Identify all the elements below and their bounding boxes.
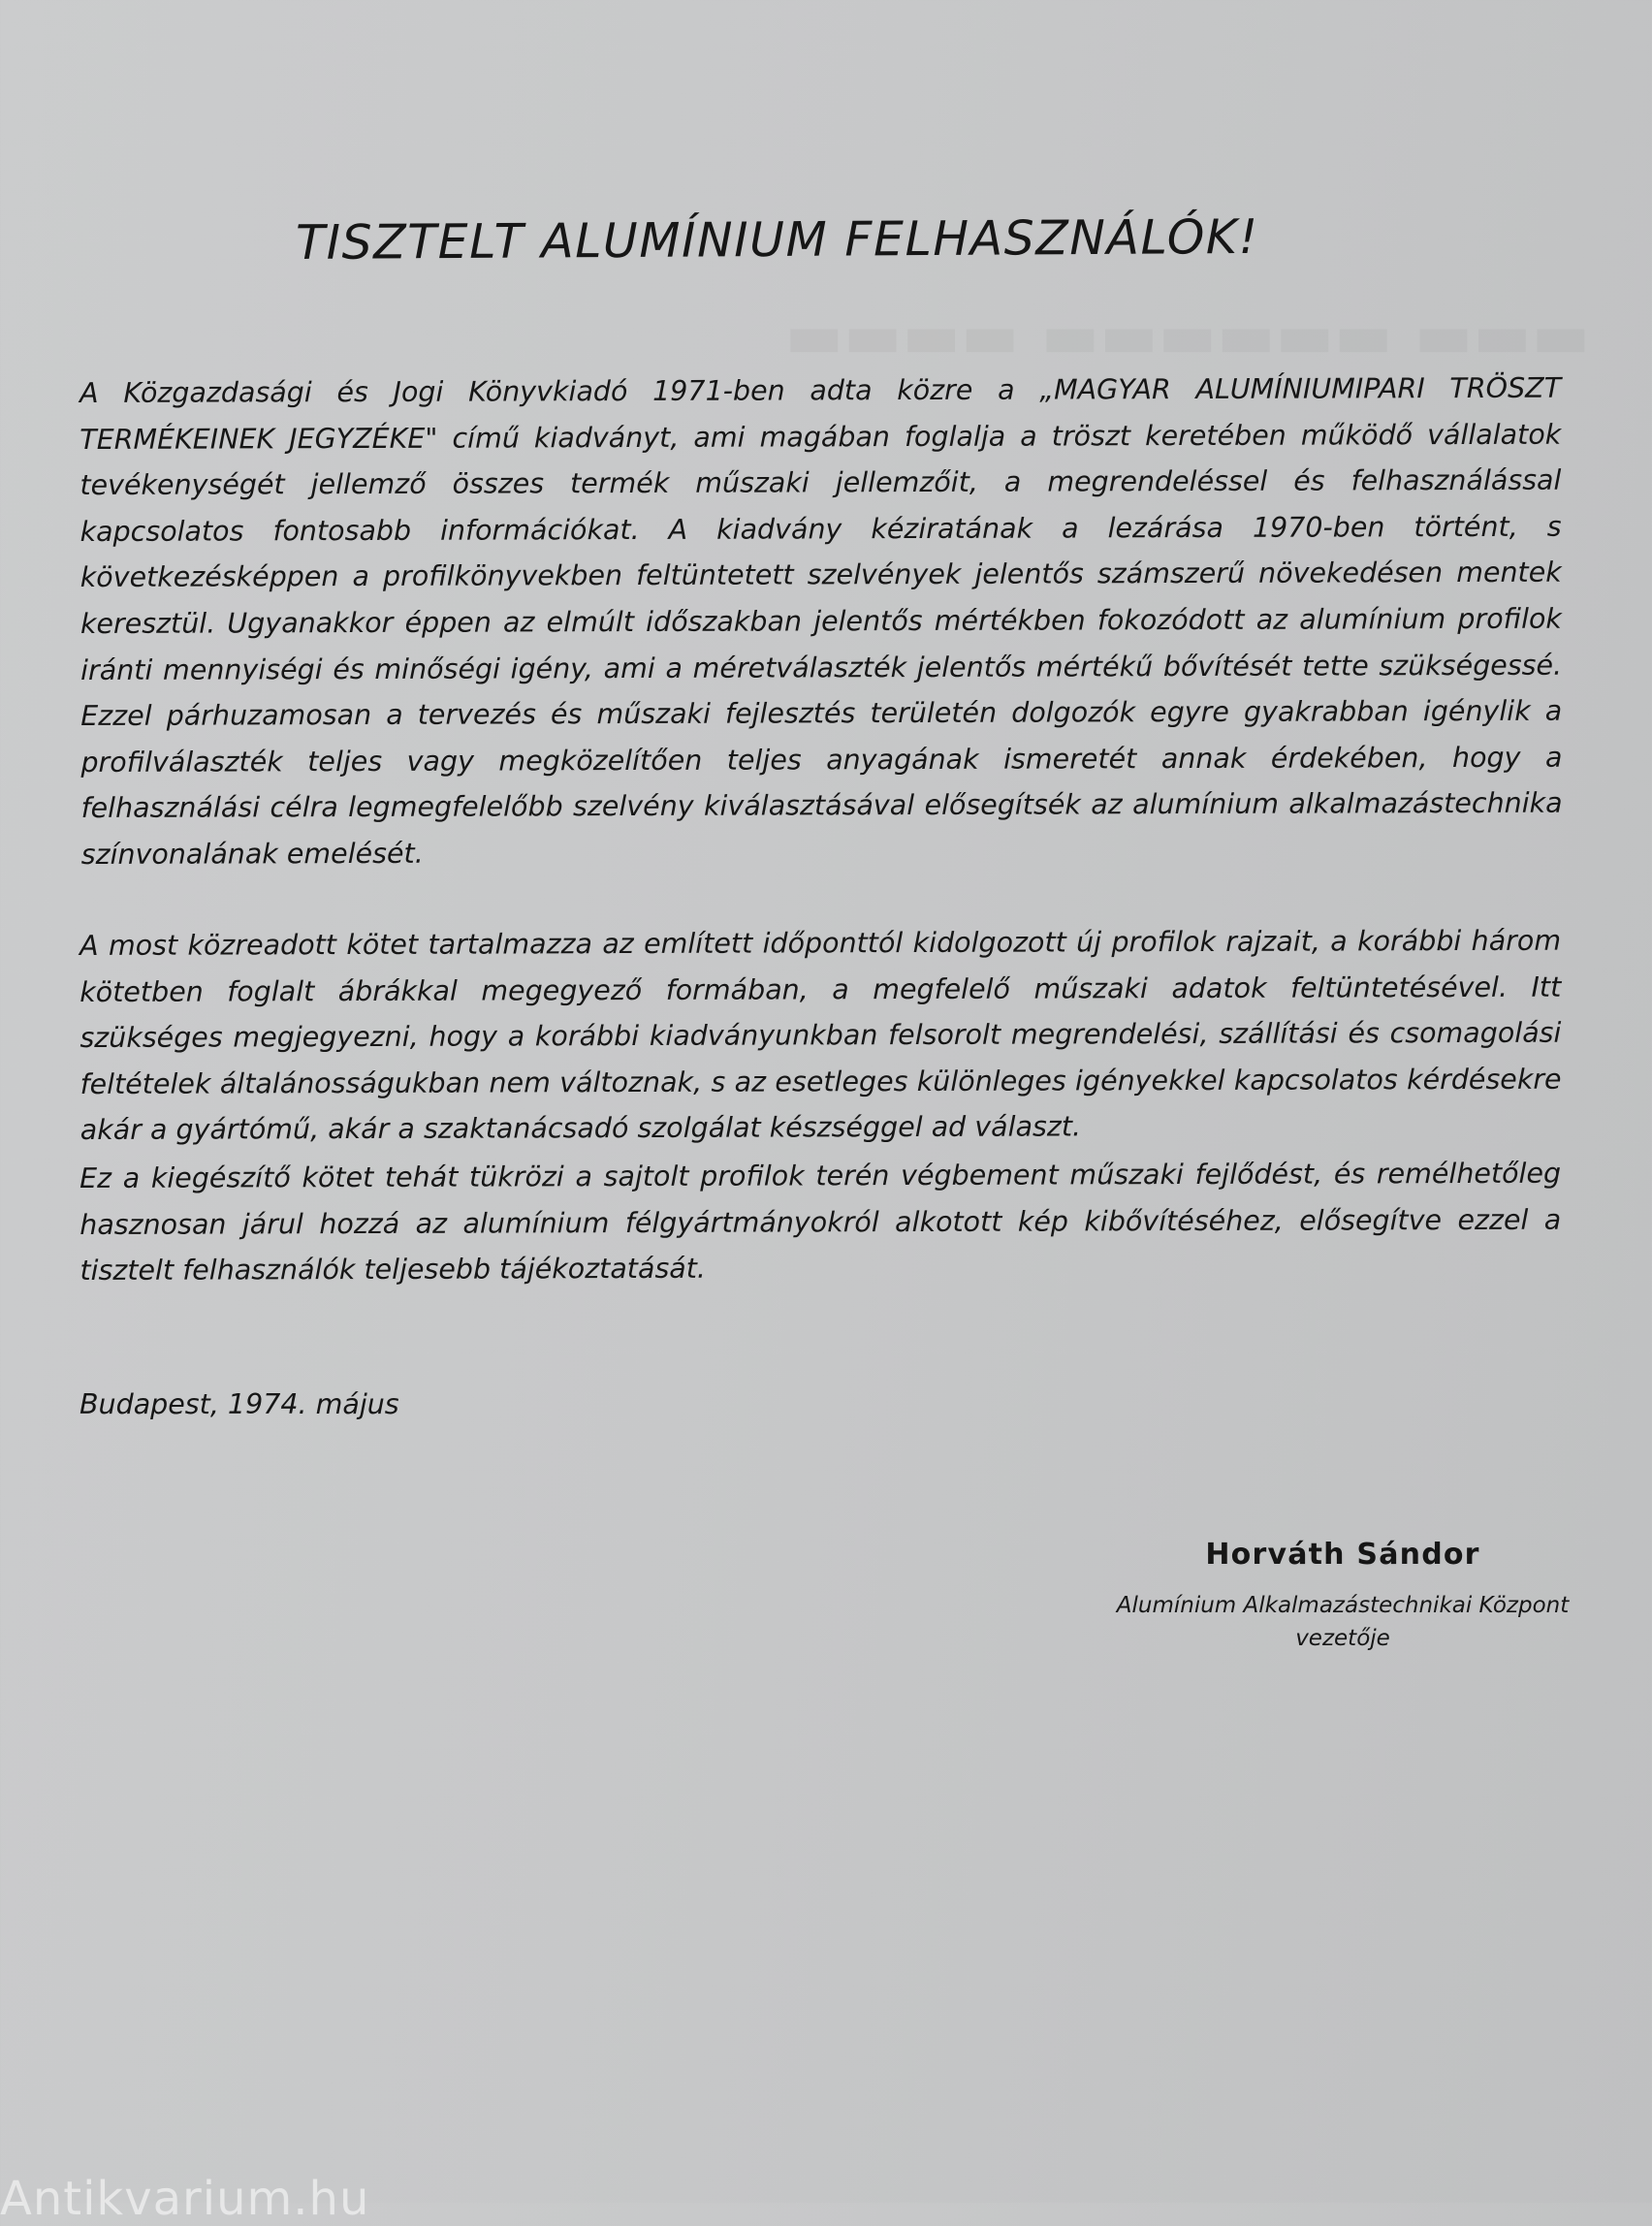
body-paragraph-2: A most közreadott kötet tartalmazza az említett időponttól kidolgozott új profilok rajzait, a korábbi három kötetben foglalt ábrákkal megegyező formában, a megfelelő műszaki adatok feltüntetésével. Itt szükséges megjegyezni, hogy a korábbi kiadványunkban felsorolt megrendelési, szállítási és csomagolási feltételek általánosságukban nem változnak, s az esetleges különleges igényekkel kapcsolatos kérdésekre akár a gyártómű, akár a szaktanácsadó szolgálat készséggel ad választ. xyxy=(79,924,1562,1147)
signer-role: vezetője xyxy=(1295,1626,1390,1651)
watermark: Antikvarium.hu xyxy=(0,2172,370,2226)
body-paragraph-1: A Közgazdasági és Jogi Könyvkiadó 1971-ben adta közre a „MAGYAR ALUMÍNIUMIPARI TRÖSZT TERMÉKEINEK JEGYZÉKE" című kiadványt, ami magában foglalja a tröszt keretében működő vállalatok tevékenységét jellemző összes termék műszaki jellemzőit, a megrendeléssel és felhasználással kapcsolatos fontosabb információkat. A kiadvány kéziratának a lezárása 1970-ben történt, s következésképpen a profilkönyvekben feltüntetett szelvények jelentős számszerű növekedésen mentek keresztül. Ugyanakkor éppen az elmúlt időszakban jelentős mértékben fokozódott az alumínium profilok iránti mennyiségi és minőségi igény, ami a méretválaszték jelentős mértékű bővítését tette szükségessé. Ezzel párhuzamosan a tervezés és műszaki fejlesztés területén dolgozók egyre gyakrabban igénylik a profilválaszték teljes vagy megközelítően teljes anyagának ismeretét annak érdekében, hogy a felhasználási célra legmegfelelőbb szelvény kiválasztásával elősegítsék az alumínium alkalmazástechnika színvonalának emelését. xyxy=(79,371,1563,871)
signature-block xyxy=(1028,1538,1652,1655)
bleed-through-shadow xyxy=(330,301,1590,372)
signer-name: Horváth Sándor xyxy=(1205,1538,1480,1572)
place-and-date: Budapest, 1974. május xyxy=(79,1388,399,1420)
body-paragraph-3: Ez a kiegészítő kötet tehát tükrözi a sajtolt profilok terén végbement műszaki fejlődést, és remélhetőleg hasznosan járul hozzá az alumínium félgyártmányokról alkotott kép kibővítéséhez, elősegítve ezzel a tisztelt felhasználók teljesebb tájékoztatását. xyxy=(79,1157,1562,1288)
signer-organization: Alumínium Alkalmazástechnikai Központ xyxy=(1116,1593,1570,1618)
page-title: TISZTELT ALUMÍNIUM FELHASZNÁLÓK! xyxy=(296,208,1259,270)
